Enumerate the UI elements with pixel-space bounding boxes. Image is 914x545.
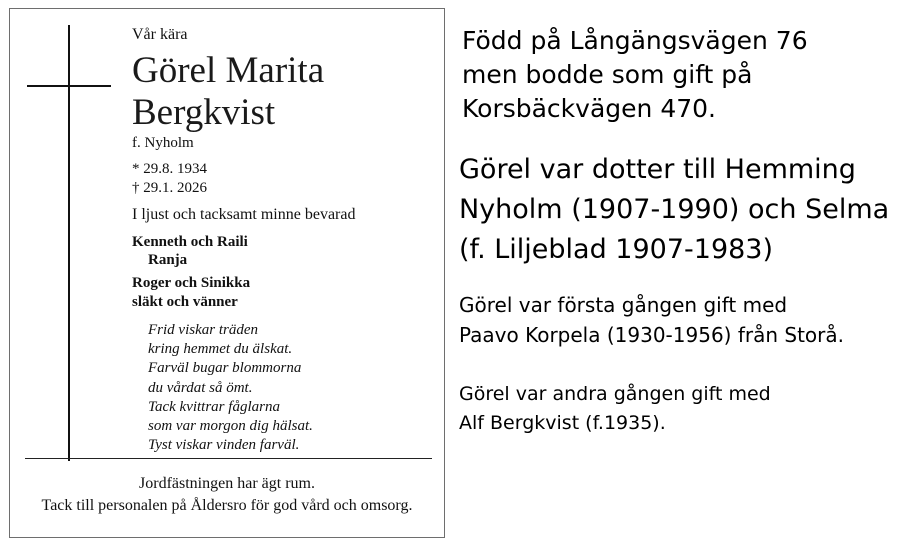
note-line: Nyholm (1907-1990) och Selma [459,194,890,225]
note-line: Görel var dotter till Hemming [459,154,856,185]
note-line: (f. Liljeblad 1907-1983) [459,234,774,265]
mourner-line: Kenneth och Raili [132,234,248,250]
intro-text: Vår kära [132,26,188,43]
funeral-note: Jordfästningen har ägt rum. [139,475,315,492]
deceased-first-names: Görel Marita [132,50,325,91]
note-line: Född på Långängsvägen 76 [462,26,808,55]
note-line: Görel var andra gången gift med [459,383,771,405]
address-note [462,24,808,126]
poem-line: Tack kvittrar fåglarna [148,398,280,415]
note-line: Korsbäckvägen 470. [462,94,716,123]
thanks-note: Tack till personalen på Åldersro för god vård och omsorg. [41,497,413,514]
obituary-notice [9,8,445,538]
first-marriage-note [459,290,844,350]
birth-date: * 29.8. 1934 [132,161,207,177]
cross-icon-bar [27,85,111,87]
divider [25,458,432,459]
note-line: Paavo Korpela (1930-1956) från Storå. [459,323,844,347]
mourner-line: Roger och Sinikka [132,275,251,291]
second-marriage-note [459,380,771,438]
mourner-line: släkt och vänner [132,294,238,310]
born-name: f. Nyholm [132,135,194,151]
poem-line: Farväl bugar blommorna [148,360,302,377]
poem-line: Tyst viskar vinden farväl. [148,437,300,454]
poem [148,321,313,455]
death-date: † 29.1. 2026 [132,180,207,196]
memory-line: I ljust och tacksamt minne bevarad [132,206,356,223]
poem-line: Frid viskar träden [148,322,258,338]
parents-note [459,150,889,270]
poem-line: kring hemmet du älskat. [148,341,293,358]
cross-icon [68,25,70,461]
mourner-line: Ranja [148,252,188,268]
note-line: Görel var första gången gift med [459,293,788,317]
note-line: men bodde som gift på [462,60,753,89]
poem-line: som var morgon dig hälsat. [148,418,313,435]
note-line: Alf Bergkvist (f.1935). [459,412,666,434]
deceased-surname: Bergkvist [132,92,276,133]
poem-line: du vårdat så ömt. [148,379,253,396]
